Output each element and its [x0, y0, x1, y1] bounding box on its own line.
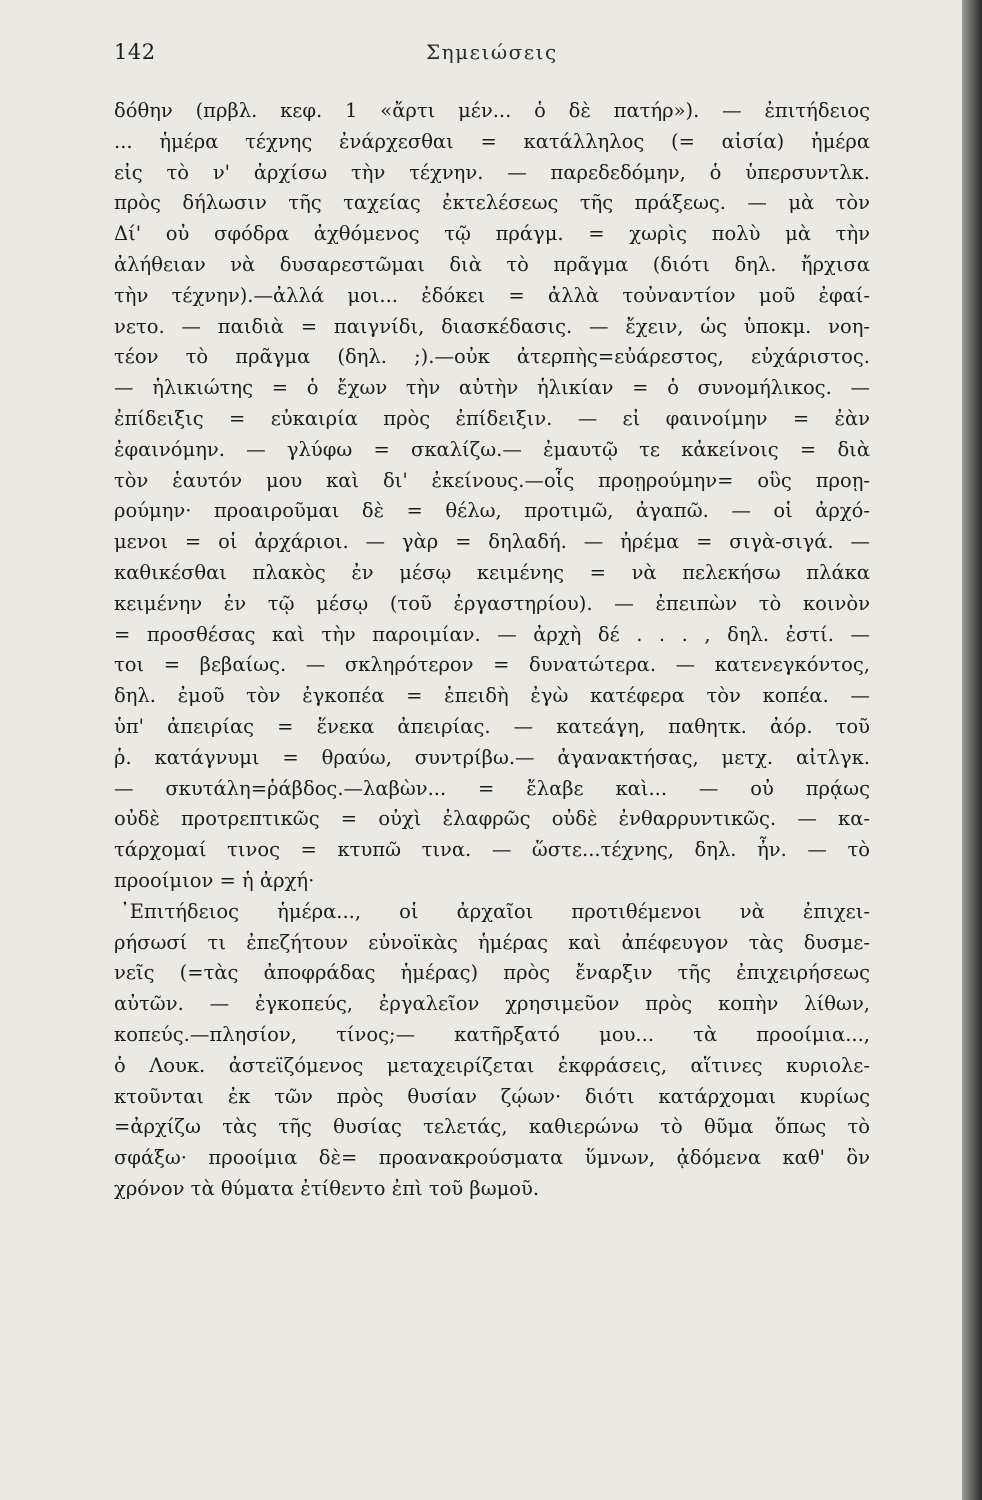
- text-line: καθικέσθαι πλακὸς ἐν μέσῳ κειμένης = νὰ πελεκήσω πλάκα: [114, 560, 870, 584]
- text-line: ... ἡμέρα τέχνης ἐνάρχεσθαι = κατάλληλος (= αἰσία) ἡμέρα: [114, 129, 870, 153]
- text-line: χρόνον τὰ θύματα ἐτίθεντο ἐπὶ τοῦ βωμοῦ.: [114, 1176, 540, 1200]
- page-number: 142: [114, 40, 156, 64]
- text-line: προοίμιον = ἡ ἀρχή·: [114, 868, 315, 892]
- text-line: τάρχομαί τινος = κτυπῶ τινα. — ὥστε...τέχνης, δηλ. ἦν. — τὸ: [114, 838, 870, 862]
- notes-text: [114, 96, 870, 1205]
- text-line: τὸν ἑαυτόν μου καὶ δι' ἐκείνους.—οἷς προῃρούμην= οὓς προῃ-: [114, 468, 870, 492]
- text-line: νετο. — παιδιὰ = παιγνίδι, διασκέδασις. — ἔχειν, ὡς ὑποκμ. νοη-: [114, 314, 870, 338]
- text-line: τοι = βεβαίως. — σκληρότερον = δυνατώτερα. — κατενεγκόντος,: [114, 653, 870, 677]
- text-line: κειμένην ἐν τῷ μέσῳ (τοῦ ἐργαστηρίου). — ἐπειπὼν τὸ κοινὸν: [114, 591, 870, 615]
- text-line: ἀλήθειαν νὰ δυσαρεστῶμαι διὰ τὸ πρᾶγμα (διότι δηλ. ἤρχισα: [114, 252, 870, 276]
- text-line: νεῖς (=τὰς ἀποφράδας ἡμέρας) πρὸς ἔναρξιν τῆς ἐπιχειρήσεως: [114, 961, 870, 985]
- text-line: ἐφαινόμην. — γλύφω = σκαλίζω.— ἐμαυτῷ τε κἀκείνοις = διὰ: [114, 437, 870, 461]
- page-header: [114, 40, 868, 76]
- text-line: κτοῦνται ἐκ τῶν πρὸς θυσίαν ζῴων· διότι κατάρχομαι κυρίως: [114, 1084, 870, 1108]
- running-title: Σημειώσεις: [426, 40, 558, 64]
- text-line: κοπεύς.—πλησίον, τίνος;— κατῆρξατό μου... τὰ προοίμια...,: [114, 1022, 870, 1046]
- text-line: ρήσωσί τι ἐπεζήτουν εὐνοϊκὰς ἡμέρας καὶ ἀπέφευγον τὰς δυσμε-: [114, 930, 870, 954]
- text-line: ὁ Λουκ. ἀστεϊζόμενος μεταχειρίζεται ἐκφράσεις, αἵτινες κυριολε-: [114, 1053, 870, 1077]
- text-line: τὴν τέχνην).—ἀλλά μοι... ἐδόκει = ἀλλὰ τοὐναντίον μοῦ ἐφαί-: [114, 283, 870, 307]
- text-line: δόθην (πρβλ. κεφ. 1 «ἄρτι μέν... ὁ δὲ πατήρ»). — ἐπιτήδειος: [114, 99, 870, 122]
- text-line: =ἀρχίζω τὰς τῆς θυσίας τελετάς, καθιερώνω τὸ θῦμα ὅπως τὸ: [114, 1115, 870, 1139]
- text-line: πρὸς δήλωσιν τῆς ταχείας ἐκτελέσεως τῆς πράξεως. — μὰ τὸν: [114, 191, 870, 215]
- text-line: ἐπίδειξις = εὐκαιρία πρὸς ἐπίδειξιν. — εἰ φαινοίμην = ἐὰν: [114, 406, 870, 430]
- text-line: αὐτῶν. — ἐγκοπεύς, ἐργαλεῖον χρησιμεῦον πρὸς κοπὴν λίθων,: [114, 992, 870, 1016]
- text-line: οὐδὲ προτρεπτικῶς = οὐχὶ ἐλαφρῶς οὐδὲ ἐνθαρρυντικῶς. — κα-: [114, 807, 870, 831]
- text-line: ὑπ' ἀπειρίας = ἕνεκα ἀπειρίας. — κατεάγη, παθητκ. ἀόρ. τοῦ: [114, 714, 870, 738]
- text-line: Δί' οὐ σφόδρα ἀχθόμενος τῷ πράγμ. = χωρὶς πολὺ μὰ τὴν: [114, 222, 870, 246]
- text-line: τέον τὸ πρᾶγμα (δηλ. ;).—οὐκ ἀτερπὴς=εὐάρεστος, εὐχάριστος.: [114, 345, 870, 369]
- text-line: ῥ. κατάγνυμι = θραύω, συντρίβω.— ἀγανακτήσας, μετχ. αἰτλγκ.: [114, 745, 870, 769]
- page-edge-shadow: [962, 0, 982, 1500]
- text-line: ρούμην· προαιροῦμαι δὲ = θέλω, προτιμῶ, ἀγαπῶ. — οἱ ἀρχό-: [114, 499, 870, 523]
- text-line: μενοι = οἱ ἀρχάριοι. — γὰρ = δηλαδή. — ἠρέμα = σιγὰ-σιγά. —: [114, 530, 870, 554]
- paragraph-start-line: ᾽Επιτήδειος ἡμέρα..., οἱ ἀρχαῖοι προτιθέμενοι νὰ ἐπιχει-: [120, 899, 870, 923]
- text-line: — ἡλικιώτης = ὁ ἔχων τὴν αὐτὴν ἡλικίαν = ὁ συνομήλικος. —: [114, 376, 870, 400]
- text-line: — σκυτάλη=ῥάβδος.—λαβὼν... = ἔλαβε καὶ... — οὐ πρᾴως: [114, 776, 870, 800]
- text-line: = προσθέσας καὶ τὴν παροιμίαν. — ἀρχὴ δέ . . . , δηλ. ἐστί. —: [114, 622, 870, 646]
- text-line: δηλ. ἐμοῦ τὸν ἐγκοπέα = ἐπειδὴ ἐγὼ κατέφερα τὸν κοπέα. —: [114, 684, 870, 708]
- text-line: σφάξω· προοίμια δὲ= προανακρούσματα ὕμνων, ᾀδόμενα καθ' ὃν: [114, 1146, 870, 1170]
- text-line: εἰς τὸ ν' ἀρχίσω τὴν τέχνην. — παρεδεδόμην, ὁ ὑπερσυντλκ.: [114, 160, 870, 184]
